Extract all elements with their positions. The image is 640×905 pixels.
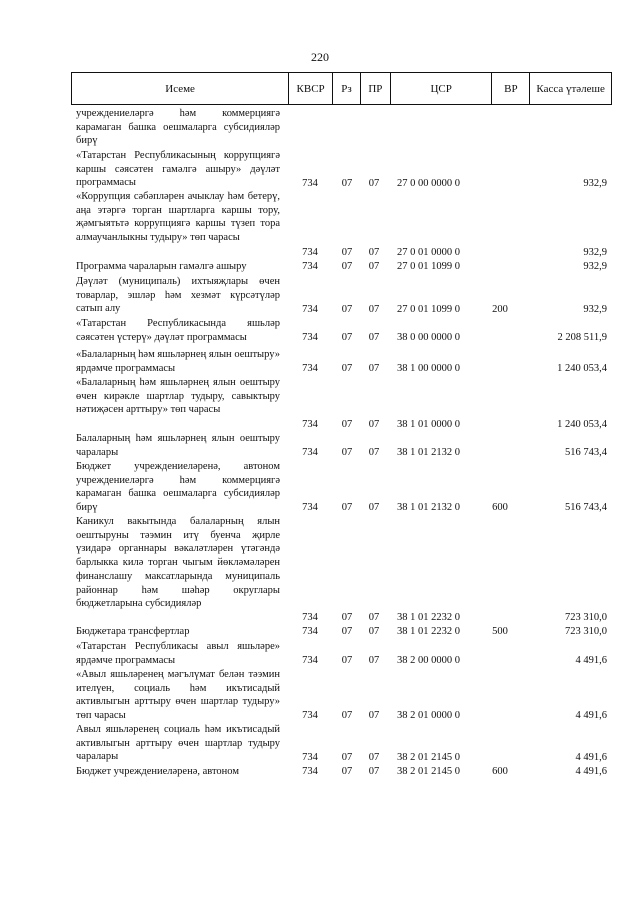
row-kvsr: 734 <box>302 655 318 666</box>
row-name: Дәүләт (муниципаль) ихтыяҗлары өчен товарлар, эшләр һәм хезмәт күрсәтүләр сатып алу <box>76 276 280 315</box>
header-kvsr: КВСР <box>289 73 333 104</box>
row-pr: 07 <box>368 626 380 637</box>
row-rz: 07 <box>341 752 353 763</box>
row-rz: 07 <box>341 447 353 458</box>
header-vr: ВР <box>492 73 530 104</box>
header-csr: ЦСР <box>391 73 493 104</box>
row-vr: 200 <box>492 304 508 315</box>
row-kvsr: 734 <box>302 447 318 458</box>
page-number: 220 <box>311 50 329 64</box>
row-csr: 38 2 00 0000 0 <box>397 655 460 666</box>
row-rz: 07 <box>341 626 353 637</box>
row-kvsr: 734 <box>302 626 318 637</box>
row-csr: 27 0 01 0000 0 <box>397 247 460 258</box>
row-pr: 07 <box>368 502 380 513</box>
row-pr: 07 <box>368 304 380 315</box>
row-name: Бюджет учреждениеләренә, автоном <box>76 766 239 777</box>
row-rz: 07 <box>341 261 353 272</box>
row-name: Балаларның һәм яшьләрнең ялын оештыру чаралары <box>76 433 280 458</box>
row-sum: 932,9 <box>583 261 607 272</box>
row-vr: 500 <box>492 626 508 637</box>
row-rz: 07 <box>341 766 353 777</box>
row-sum: 1 240 053,4 <box>557 419 607 430</box>
row-pr: 07 <box>368 766 380 777</box>
row-rz: 07 <box>341 612 353 623</box>
row-kvsr: 734 <box>302 502 318 513</box>
row-sum: 516 743,4 <box>565 502 607 513</box>
row-csr: 38 0 00 0000 0 <box>397 332 460 343</box>
row-name: учреждениеләргә һәм коммерциягә карамаган башка оешмаларга субсидияләр бирү <box>76 108 280 147</box>
row-csr: 38 1 01 0000 0 <box>397 419 460 430</box>
row-name: Бюджет учреждениеләренә, автоном учреждениеләргә һәм коммерциягә карамаган башка оешмаларга субсидияләр бирү <box>76 461 280 514</box>
row-sum: 2 208 511,9 <box>557 332 607 343</box>
row-pr: 07 <box>368 332 380 343</box>
row-csr: 38 2 01 2145 0 <box>397 766 460 777</box>
header-sum: Касса үтәлеше <box>536 82 605 95</box>
header-name: Исеме <box>72 73 289 104</box>
row-name: Программа чараларын гамәлгә ашыру <box>76 261 247 272</box>
row-sum: 932,9 <box>583 178 607 189</box>
row-kvsr: 734 <box>302 178 318 189</box>
row-csr: 27 0 01 1099 0 <box>397 261 460 272</box>
row-kvsr: 734 <box>302 304 318 315</box>
row-pr: 07 <box>368 655 380 666</box>
row-name: «Татарстан Республикасында яшьләр сәясәтен үстерү» дәүләт программасы <box>76 318 280 343</box>
row-name: «Балаларның һәм яшьләрнең ялын оештыру» ярдәмче программасы <box>76 349 280 374</box>
header-rz: Рз <box>333 73 361 104</box>
row-pr: 07 <box>368 261 380 272</box>
row-pr: 07 <box>368 247 380 258</box>
row-csr: 38 2 01 0000 0 <box>397 710 460 721</box>
row-name: Авыл яшьләренең социаль һәм икътисадый активлыгын арттыру өчен шартлар тудыру чаралары <box>76 724 280 763</box>
row-rz: 07 <box>341 419 353 430</box>
row-rz: 07 <box>341 502 353 513</box>
row-name: «Балаларның һәм яшьләрнең ялын оештыру өчен кирәкле шартлар тудыру, савыктыру нәтиҗәсен арттыру» төп чарасы <box>76 377 280 416</box>
row-kvsr: 734 <box>302 766 318 777</box>
row-csr: 27 0 00 0000 0 <box>397 178 460 189</box>
row-pr: 07 <box>368 419 380 430</box>
row-pr: 07 <box>368 447 380 458</box>
row-kvsr: 734 <box>302 419 318 430</box>
row-name: «Коррупция сәбәпләрен ачыклау һәм бетерү, аңа этәргә торган шартларга каршы тору, җәмгыятьтә коррупциягә каршы түзеп тора алмаучанлыкны тудыру» төп чарасы <box>76 191 280 244</box>
row-sum: 1 240 053,4 <box>557 363 607 374</box>
row-csr: 27 0 01 1099 0 <box>397 304 460 315</box>
row-rz: 07 <box>341 304 353 315</box>
row-pr: 07 <box>368 752 380 763</box>
row-name: «Татарстан Республикасы авыл яшьләре» ярдәмче программасы <box>76 641 280 666</box>
row-pr: 07 <box>368 612 380 623</box>
row-rz: 07 <box>341 363 353 374</box>
row-csr: 38 1 01 2132 0 <box>397 502 460 513</box>
row-pr: 07 <box>368 178 380 189</box>
row-rz: 07 <box>341 655 353 666</box>
row-csr: 38 1 00 0000 0 <box>397 363 460 374</box>
row-name: Каникул вакытында балаларның ялын оештыруны тәэмин итү буенча җирле үзидарә органнары вәкаләтләрен үтәгәндә барлыкка килә торган чыгым йөкләмәләрен финанслашу максатларында муниципаль районнар һәм шәһәр округлары бюджетларына субсидияләр <box>76 516 280 610</box>
header-pr: ПР <box>361 73 391 104</box>
row-name: «Татарстан Республикасының коррупциягә каршы сәясәтен гамәлгә ашыру» дәүләт программасы <box>76 150 280 189</box>
row-rz: 07 <box>341 178 353 189</box>
row-sum: 4 491,6 <box>575 752 607 763</box>
row-name: «Авыл яшьләренең мәгълүмат белән тәэмин ителүен, социаль һәм икътисадый активлыгын арттыру өчен шартлар тудыру» төп чарасы <box>76 669 280 722</box>
row-rz: 07 <box>341 247 353 258</box>
row-csr: 38 1 01 2232 0 <box>397 612 460 623</box>
row-csr: 38 2 01 2145 0 <box>397 752 460 763</box>
row-kvsr: 734 <box>302 261 318 272</box>
row-sum: 932,9 <box>583 304 607 315</box>
row-sum: 723 310,0 <box>565 626 607 637</box>
row-kvsr: 734 <box>302 363 318 374</box>
row-vr: 600 <box>492 502 508 513</box>
row-sum: 4 491,6 <box>575 655 607 666</box>
row-sum: 4 491,6 <box>575 710 607 721</box>
row-kvsr: 734 <box>302 710 318 721</box>
row-pr: 07 <box>368 363 380 374</box>
row-kvsr: 734 <box>302 612 318 623</box>
row-sum: 516 743,4 <box>565 447 607 458</box>
row-csr: 38 1 01 2232 0 <box>397 626 460 637</box>
row-rz: 07 <box>341 332 353 343</box>
row-pr: 07 <box>368 710 380 721</box>
row-vr: 600 <box>492 766 508 777</box>
row-kvsr: 734 <box>302 332 318 343</box>
row-sum: 932,9 <box>583 247 607 258</box>
row-rz: 07 <box>341 710 353 721</box>
row-name: Бюджетара трансфертлар <box>76 626 190 637</box>
row-sum: 4 491,6 <box>575 766 607 777</box>
row-kvsr: 734 <box>302 247 318 258</box>
row-csr: 38 1 01 2132 0 <box>397 447 460 458</box>
row-sum: 723 310,0 <box>565 612 607 623</box>
row-kvsr: 734 <box>302 752 318 763</box>
